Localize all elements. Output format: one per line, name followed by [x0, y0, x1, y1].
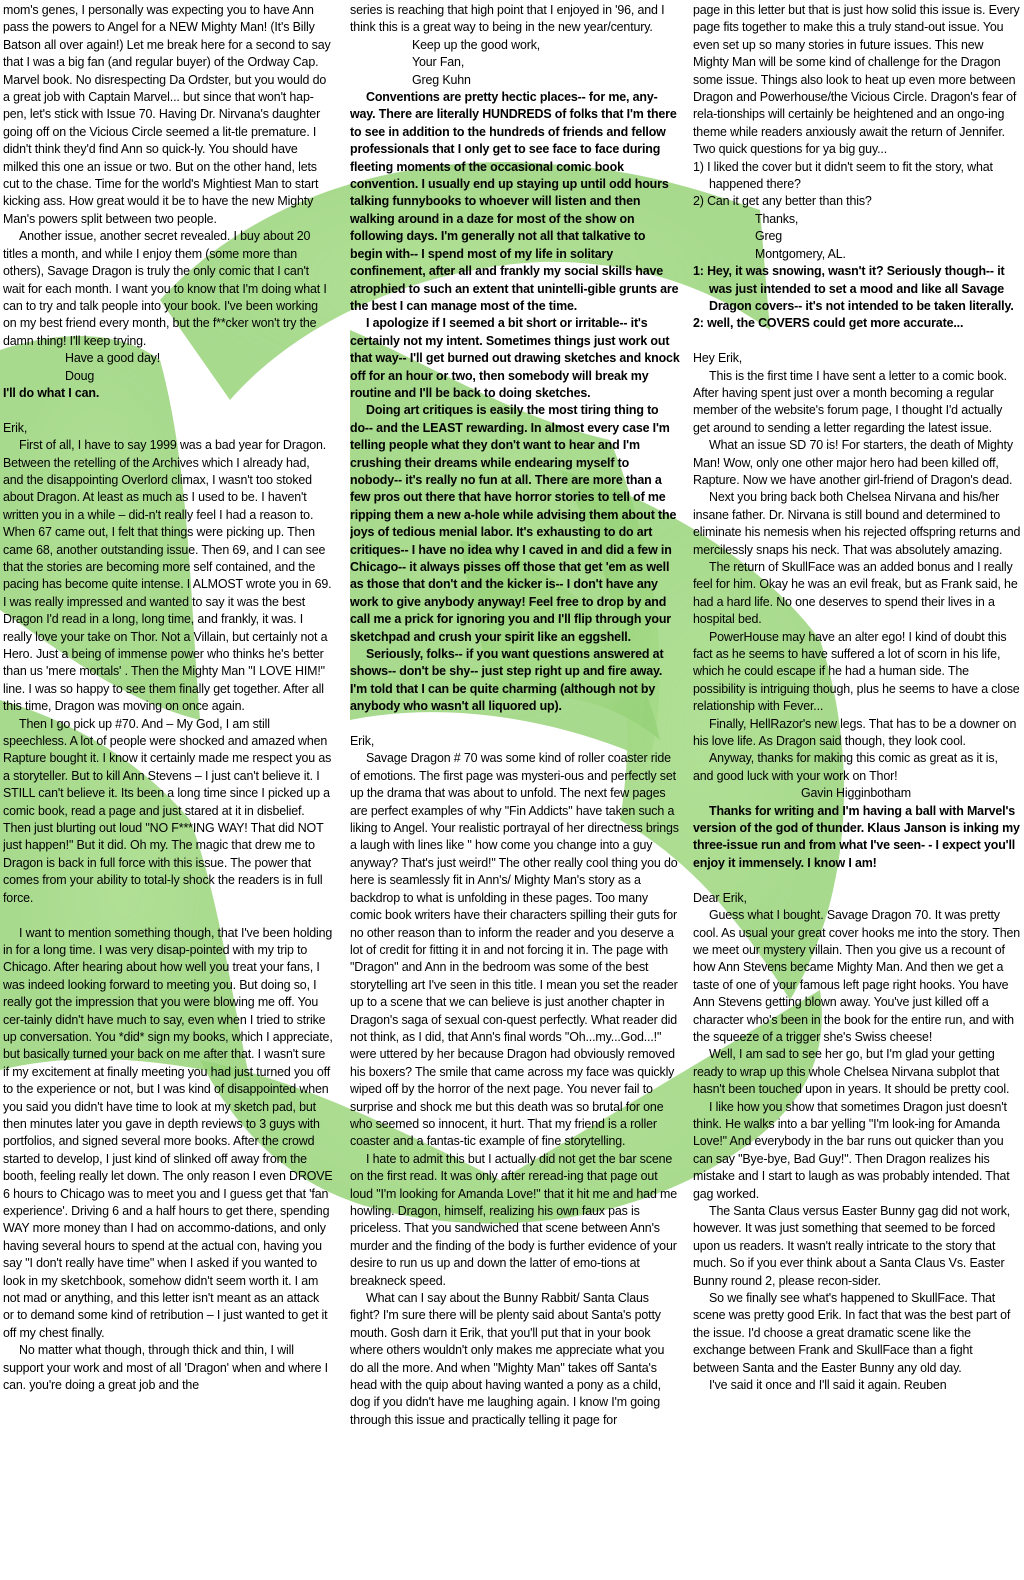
letter-paragraph: Another issue, another secret revealed. I buy about 20 titles a month, and while I enjoy them (some more than others), Savage Dragon is truly the only comic that I can't wait for each month. I want you to know that I'm doing what I can to try and talk people into your book. I've been working on my best friend every month, but the f**cker won't try the damn thing! I'll keep trying. [3, 229, 327, 348]
letter-paragraph: I like how you show that sometimes Dragon just doesn't think. He walks into a bar yelling "I'm look-ing for Amanda Love!" And everybody in the bar runs out quicker than you can say "Bye-bye, Bad Guy!". Then Dragon realizes his mistake and I start to laugh as was probably intended. That gag worked. [693, 1099, 1010, 1201]
letter-location: Montgomery, AL. [755, 246, 846, 261]
letter-signature: Doug [65, 368, 95, 383]
letter-paragraph: I've said it once and I'll said it again. Reuben [709, 1378, 947, 1393]
letter-signature: Greg Kuhn [412, 72, 471, 87]
editor-reply: Conventions are pretty hectic places-- for me, any-way. There are literally HUNDREDS of folks that I'm there to see in addition to the hundreds of friends and fellow professionals that I only get to see face to face during fleeting moments of the occasional comic book convention. I usually end up staying up until odd hours talking funnybooks to whoever will listen and then walking around in a daze for most of the show on following days. I'm generally not all that talkative to begin with-- I spend most of my life in solitary confinement, after all and frankly my social skills have atrophied to such an extent that unintelli-gible grunts are the best I can manage most of the time. [350, 90, 679, 313]
letter-paragraph: So we finally see what's happened to SkullFace. That scene was pretty good Erik. In fact that was the best part of the issue. I'd choose a great dramatic scene like the exchange between Frank and SkullFace than a fight between Santa and the Easter Bunny any old day. [693, 1291, 1011, 1375]
letter-paragraph: Well, I am sad to see her go, but I'm glad your getting ready to wrap up this whole Chelsea Nirvana subplot that hasn't been touched upon in years. It should be pretty cool. [693, 1047, 1010, 1097]
letter-paragraph: Finally, HellRazor's new legs. That has to be a downer on his love life. As Dragon said though, they look cool. [693, 716, 1017, 749]
letter-signoff: Have a good day! [65, 351, 161, 366]
column-right [693, 2, 1021, 1574]
letter-signature: Gavin Higginbotham [801, 786, 911, 801]
editor-reply: I apologize if I seemed a bit short or irritable-- it's certainly not my intent. Sometimes things just work out that way-- I'll get burned out drawing sketches and knock off for an hour or two, then somebody will break my routine and I'll be back to doing sketches. [350, 316, 680, 400]
letter-paragraph: Anyway, thanks for making this comic as great as it is, and good luck with your work on Thor! [693, 751, 998, 783]
letter-paragraph: I want to mention something though, that I've been holding in for a long time. I was very disap-pointed with my trip to Chicago. After hearing about how well you treat your fans, I was indeed looking forward to meeting you. But doing so, I really got the impression that you were blowing me off. You cer-tainly didn't have much to say, even when I tried to strike up conversation. You *did* sign my books, which I appreciate, but basically turned your back on me after that. I wasn't sure if my excitement at finally meeting you had just turned you off to the experience or not, but I was kind of disappointed when you said you didn't have time to look at my sketch pad, but then minutes later you gave in depth reviews to 3 guys with portfolios, and signed several more books. After the crowd started to develop, I just kind of slinked off away from the booth, feeling really let down. The only reason I even DROVE 6 hours to Chicago was to meet you and I guess get that 'fan experience'. Driving 6 and a half hours to get there, spending WAY more money than I had on accommo-dations, and only having several hours to spend at the actual con, having you say "I don't really have time" when I asked if you wanted to look in my sketchbook, somehow didn't seem worth it. I am not mad or anything, and this letter isn't meant as an attack or to demand some kind of retribution – I just wanted to get it off my chest finally. [3, 925, 333, 1340]
letter-paragraph: Savage Dragon # 70 was some kind of roller coaster ride of emotions. The first page was mysteri-ous and perfectly set up the drama that was about to unfold. The next few pages are perfect examples of why "Fin Addicts" have taken such a liking to Angel. Your realistic portrayal of her directness brings a laugh with lines like " how come you change into a guy anyway? That's just weird!" The other really cool thing you do here is seamlessly fit in Ann's/ Mighty Man's story as a backdrop to what is unfolding in these pages. Too many comic book writers have their characters spilling their guts for no other reason than to inform the reader and you deserve a lot of credit for fitting it in and not forcing it in. The page with "Dragon" and Ann in the bedroom was some of the best storytelling art I've seen in this title. I mean you set the reader up to a scene that we can believe is just another chapter in Dragon's saga of sexual con-quest perfectly. What reader did not think, as I did, that Ann's final words "Oh...my...God...!" were uttered by her because Dragon had obviously removed his boxers? The smile that came across my face was quickly wiped off by the horror of the next page. You never fail to surprise and shock me but this death was so brutal for one who seemed so innocent, it hurt. That my friend is a roller coaster and a fantas-tic example of fine storytelling. [350, 751, 679, 1149]
editor-reply: 1: Hey, it was snowing, wasn't it? Seriously though-- it was just intended to set a mood and like all Savage Dragon covers-- it's not intended to be taken literally. [693, 264, 1014, 313]
editor-reply: Thanks for writing and I'm having a ball with Marvel's version of the god of thunder. Klaus Janson is inking my three-issue run and from what I've seen- - I expect you'll enjoy it immensely. I know I am! [693, 803, 1020, 870]
letter-signoff: Your Fan, [412, 55, 465, 70]
letter-paragraph: Guess what I bought. Savage Dragon 70. It was pretty cool. As usual your great cover hooks me into the story. Then we meet our mystery villain. Then you give us a recount of how Ann Stevens became Mighty Man. And then we get a taste of one of your famous left page right hooks. You have Ann Stevens getting blown away. You've just killed off a character who's been in the book for the entire run, and with the squeeze of a trigger she's Swiss cheese! [693, 908, 1021, 1044]
editor-reply: Seriously, folks-- if you want questions answered at shows-- don't be shy-- just step right up and fire away. I'm told that I can be quite charming (although not by anybody who wasn't all liquored up). [350, 647, 664, 714]
letter-signoff: Thanks, [755, 211, 799, 226]
letter-paragraph: mom's genes, I personally was expecting you to have Ann pass the powers to Angel for a NEW Mighty Man! (It's Billy Batson all over again!) Let me break here for a second to say that I was a big fan (and regular buyer) of the Ordway Cap. Marvel book. No disrespecting Da Ordster, but you would do a great job with Captain Marvel... but since that won't hap-pen, let's stick with Issue 70. Having Dr. Nirvana's daughter going off on the Vicious Circle seemed a lit-tle premature. I didn't think they'd find Ann so quick-ly. You should have milked this one an issue or two. But on the other hand, lets cut to the chase. Time for the world's Mightiest Man to start kicking ass. How great would it be to have the new Mighty Man's powers split between two people. [3, 3, 331, 226]
letter-paragraph: Then I go pick up #70. And – My God, I am still speechless. A lot of people were shocked and amazed when Rapture bought it. I know it certainly made me respect you as a storyteller. But to kill Ann Stevens – I just can't believe it. I STILL can't believe it. Its been a long time since I picked up a comic book, read a page and just stared at it in disbelief. Then just blurting out loud "NO F***ING WAY! That did NOT just happen!" But it did. Oh my. The magic that drew me to Dragon is back in full force with this issue. The power that comes from your ability to total-ly shock the readers is in full force. [3, 716, 332, 905]
letter-paragraph: The Santa Claus versus Easter Bunny gag did not work, however. It was just something that seemed to be forced upon us readers. It wasn't really intricate to the story that much. So if you ever think about a Santa Claus Vs. Easter Bunny round 2, please recon-sider. [693, 1204, 1011, 1288]
letter-salutation: Erik, [3, 420, 28, 435]
column-middle [350, 2, 680, 1574]
editor-reply: I'll do what I can. [3, 385, 100, 400]
column-left [3, 2, 333, 1574]
letter-question: 2) Can it get any better than this? [693, 194, 872, 209]
letter-paragraph: What can I say about the Bunny Rabbit/ Santa Claus fight? I'm sure there will be plenty said about Santa's potty mouth. Gosh darn it Erik, that you'll put that in your book where others wouldn't only makes me appreciate what you do all the more. And when "Mighty Man" takes off Santa's head with the quip about having wanted a pony as a child, dog if you didn't have me laughing again. I know I'm going through this issue and practically telling it page for [350, 1291, 665, 1427]
letter-paragraph: page in this letter but that is just how solid this issue is. Every page fits together to make this a truly stand-out issue. You even set up so many stories in future issues. This new Mighty Man will be some kind of challenge for the Dragon some issue. Things also look to heat up even more between Dragon and Powerhouse/the Vicious Circle. Dragon's fear of rela-tionships will certainly be heightened and an ongo-ing theme while readers anxiously await the return of Jennifer. Two quick questions for ya big guy... [693, 3, 1020, 157]
letter-paragraph: First of all, I have to say 1999 was a bad year for Dragon. Between the retelling of the Archives which I already had, and the disappointing Overlord climax, I wasn't too stoked about Dragon. At least as much as I used to be. I haven't written you in a while – did-n't really feel I had a reason to. When 67 came out, I felt that things were picking up. Then came 68, another outstanding issue. Then 69, and I can see that the stories are becoming more self contained, and the pacing has become quite intense. I ALMOST wrote you in 69. I was really impressed and wanted to say it was the best Dragon I'd read in a long, long time, and frankly, it was. I really love your take on Thor. Not a Villain, but certainly not a Hero. Just a being of immense power who thinks he's better than us 'mere mortals' . Then the Mighty Man "I LOVE HIM!" line. I was so happy to see them finally get together. After all this time, Dragon was moving on once again. [3, 438, 332, 714]
letter-paragraph: No matter what though, through thick and thin, I will support your work and most of all 'Dragon' when and where I can. you're doing a great job and the [3, 1343, 328, 1393]
letter-salutation: Hey Erik, [693, 351, 743, 366]
editor-reply: 2: well, the COVERS could get more accurate... [693, 316, 964, 331]
letter-paragraph: Next you bring back both Chelsea Nirvana and his/her insane father. Dr. Nirvana is still bound and determined to eliminate his nemesis when his rejected offspring returns and mercilessly snaps his neck. That was absolutely amazing. [693, 490, 1021, 557]
letter-paragraph: The return of SkullFace was an added bonus and I really feel for him. Okay he was an evil freak, but as Frank said, he had a hard life. No one deserves to spend their lives in a hospital bed. [693, 559, 1018, 627]
letter-signature: Greg [755, 229, 783, 244]
letter-salutation: Dear Erik, [693, 890, 747, 905]
letter-salutation: Erik, [350, 734, 375, 749]
letter-paragraph: This is the first time I have sent a letter to a comic book. After having spent just over a month becoming a regular member of the website's forum page, I thought I'd actually get around to sending a letter regarding the latest issue. [693, 368, 1007, 435]
letter-paragraph: series is reaching that high point that I enjoyed in '96, and I think this is a great way to being in the new year/century. [350, 3, 665, 35]
letter-signoff: Keep up the good work, [412, 37, 541, 52]
editor-reply: Doing art critiques is easily the most tiring thing to do-- and the LEAST rewarding. In almost every case I'm telling people what they don't want to hear and I'm crushing their dreams while endearing myself to nobody-- it's really no fun at all. There are more than a few pros out there that have horror stories to tell of me ripping them a new a-hole while advising them about the joys of tedious menial labor. It's exhausting to do art critiques-- I have no idea why I caved in and did a few in Chicago-- it always pisses off those that get 'em as well as those that don't and the kicker is-- I don't have any work to give anybody anyway! Feel free to drop by and call me a prick for ignoring you and I'll flip through your sketchpad and crush your spirit like an eggshell. [350, 403, 677, 644]
letter-question: 1) I liked the cover but it didn't seem to fit the story, what happened there? [693, 159, 993, 192]
letter-paragraph: I hate to admit this but I actually did not get the bar scene on the first read. It was only after reread-ing that page out loud "I'm looking for Amanda Love!" that it hit me and had me howling. Dragon, himself, realizing his own faux pas is priceless. That you sandwiched that scene between Ann's murder and the finding of the body is further evidence of your desire to run us up and down the latter of emo-tions at breakneck speed. [350, 1151, 678, 1288]
letter-paragraph: PowerHouse may have an alter ego! I kind of doubt this fact as he seems to have suffered a lot of scorn in his life, which he could escape if he had a human side. The possibility is intriguing though, plus he seems to have a close relationship with Fever... [693, 629, 1020, 714]
letter-paragraph: What an issue SD 70 is! For starters, the death of Mighty Man! Wow, only one other major hero had been killed off, Rapture. Now we have another girl-friend of Dragon's dead. [693, 438, 1013, 487]
